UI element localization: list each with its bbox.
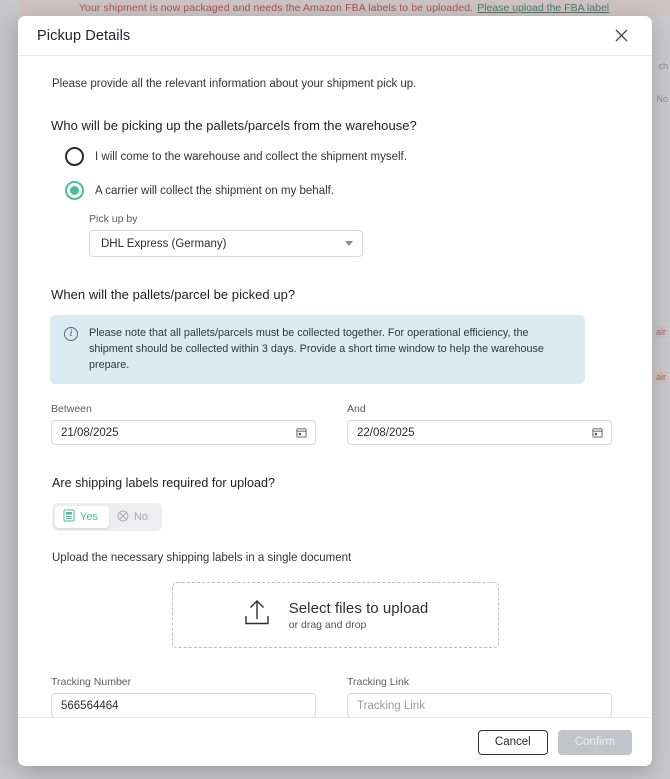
radio-icon-unselected (65, 147, 84, 166)
pickup-time-question: When will the pallets/parcel be picked up? (51, 287, 296, 302)
background-ghost-text-3: air (655, 327, 666, 337)
between-label: Between (51, 403, 92, 416)
between-date-value: 21/08/2025 (61, 426, 119, 439)
document-icon (63, 509, 75, 525)
upload-caption: Upload the necessary shipping labels in a single document (52, 552, 352, 565)
fba-banner-text: Your shipment is now packaged and needs the Amazon FBA labels to be uploaded. (78, 2, 474, 14)
toggle-label-no: No (133, 511, 149, 524)
carrier-field-label: Pick up by (89, 213, 138, 225)
and-label: And (347, 403, 366, 416)
toggle-option-no[interactable] (109, 506, 159, 528)
carrier-field-block (51, 213, 619, 257)
labels-required-toggle (52, 503, 162, 531)
radio-option-carrier-collect[interactable] (51, 181, 619, 200)
toggle-label-yes: Yes (80, 511, 98, 524)
tracking-number-column (51, 676, 316, 717)
dropzone-main-text: Select files to upload (288, 599, 429, 617)
modal-header (18, 16, 652, 56)
date-between-column (51, 403, 316, 445)
modal-footer (18, 717, 652, 766)
calendar-icon[interactable] (296, 427, 307, 438)
between-date-input[interactable] (51, 420, 316, 445)
fba-banner-link[interactable]: Please upload the FBA label (477, 2, 610, 14)
toggle-option-yes[interactable] (55, 506, 109, 528)
tracking-link-column (347, 676, 612, 717)
close-icon[interactable] (608, 23, 634, 49)
radio-label-carrier-collect: A carrier will collect the shipment on my behalf. (95, 184, 335, 197)
upload-icon (242, 597, 272, 633)
pickup-info-callout (50, 315, 585, 384)
background-ghost-text-2: No (656, 94, 668, 104)
pickup-info-text: Please note that all pallets/parcels must be collected together. For operational efficiency, the shipment should be collected within 3 days. Provide a short time window to help the warehouse prepare. (89, 327, 544, 371)
tracking-number-value: 566564464 (61, 699, 119, 712)
tracking-row (51, 676, 619, 717)
modal-title: Pickup Details (37, 27, 131, 44)
chevron-down-icon (345, 241, 353, 246)
pickup-person-question: Who will be picking up the pallets/parcels from the warehouse? (51, 118, 417, 133)
radio-option-self-collect[interactable] (51, 147, 619, 166)
cancel-button[interactable]: Cancel (478, 730, 548, 755)
background-ghost-text-4: air (655, 372, 666, 382)
carrier-select-value: DHL Express (Germany) (101, 237, 227, 250)
confirm-button[interactable]: Confirm (558, 730, 632, 755)
pickup-details-modal (18, 16, 652, 766)
and-date-value: 22/08/2025 (357, 426, 415, 439)
dropzone-text-block (289, 600, 429, 631)
info-icon: i (64, 327, 78, 341)
calendar-icon[interactable] (592, 427, 603, 438)
file-dropzone[interactable] (172, 582, 499, 648)
and-date-input[interactable] (347, 420, 612, 445)
tracking-number-label: Tracking Number (51, 676, 132, 689)
background-ghost-text-1: ch (658, 61, 668, 71)
dropzone-sub-text: or drag and drop (288, 618, 367, 631)
carrier-select[interactable] (89, 230, 363, 257)
tracking-link-label: Tracking Link (347, 676, 410, 689)
radio-label-self-collect: I will come to the warehouse and collect the shipment myself. (95, 150, 407, 163)
radio-icon-selected (65, 181, 84, 200)
shipping-labels-question: Are shipping labels required for upload? (52, 476, 275, 491)
modal-body (18, 56, 652, 717)
circle-x-icon (117, 510, 129, 525)
tracking-number-input[interactable] (51, 693, 316, 717)
intro-text: Please provide all the relevant information about your shipment pick up. (52, 78, 417, 90)
date-range-row (51, 403, 619, 445)
date-and-column (347, 403, 612, 445)
tracking-link-placeholder: Tracking Link (357, 699, 425, 712)
tracking-link-input[interactable] (347, 693, 612, 717)
